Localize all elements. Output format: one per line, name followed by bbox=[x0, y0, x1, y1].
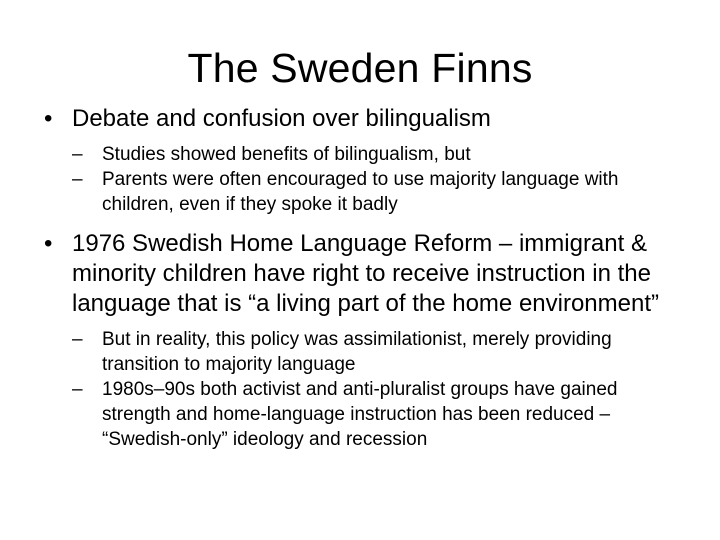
sub-bullet-2-2 bbox=[72, 377, 684, 452]
sub-bullet-marker: – bbox=[72, 329, 83, 350]
sub-bullet-marker: – bbox=[72, 379, 83, 400]
bullet-2-sublist bbox=[72, 327, 684, 452]
bullet-2-text: 1976 Swedish Home Language Reform – immigrant & minority children have right to receive instruction in the language that is “a living part of the home environment” bbox=[72, 230, 660, 317]
bullet-marker: • bbox=[44, 230, 53, 257]
sub-bullet-1-2 bbox=[72, 167, 684, 217]
bullet-2 bbox=[44, 229, 684, 319]
sub-bullet-1-1-text: Studies showed benefits of bilingualism, but bbox=[102, 144, 471, 165]
sub-bullet-1-1 bbox=[72, 142, 684, 167]
bullet-1-sublist bbox=[72, 142, 684, 217]
bullet-1 bbox=[44, 104, 684, 134]
sub-bullet-marker: – bbox=[72, 169, 83, 190]
sub-bullet-marker: – bbox=[72, 144, 83, 165]
sub-bullet-2-1 bbox=[72, 327, 684, 377]
sub-bullet-1-2-text: Parents were often encouraged to use majority language with children, even if they spoke it badly bbox=[102, 169, 619, 215]
bullet-1-text: Debate and confusion over bilingualism bbox=[72, 105, 491, 132]
sub-bullet-2-2-text: 1980s–90s both activist and anti-pluralist groups have gained strength and home-language instruction has been reduced – “Swedish-only” ideology and recession bbox=[102, 379, 618, 450]
slide-title: The Sweden Finns bbox=[187, 45, 533, 91]
sub-bullet-2-1-text: But in reality, this policy was assimilationist, merely providing transition to majority language bbox=[102, 329, 612, 375]
spacer bbox=[44, 217, 684, 229]
bullet-marker: • bbox=[44, 105, 53, 132]
slide-content bbox=[44, 104, 684, 452]
